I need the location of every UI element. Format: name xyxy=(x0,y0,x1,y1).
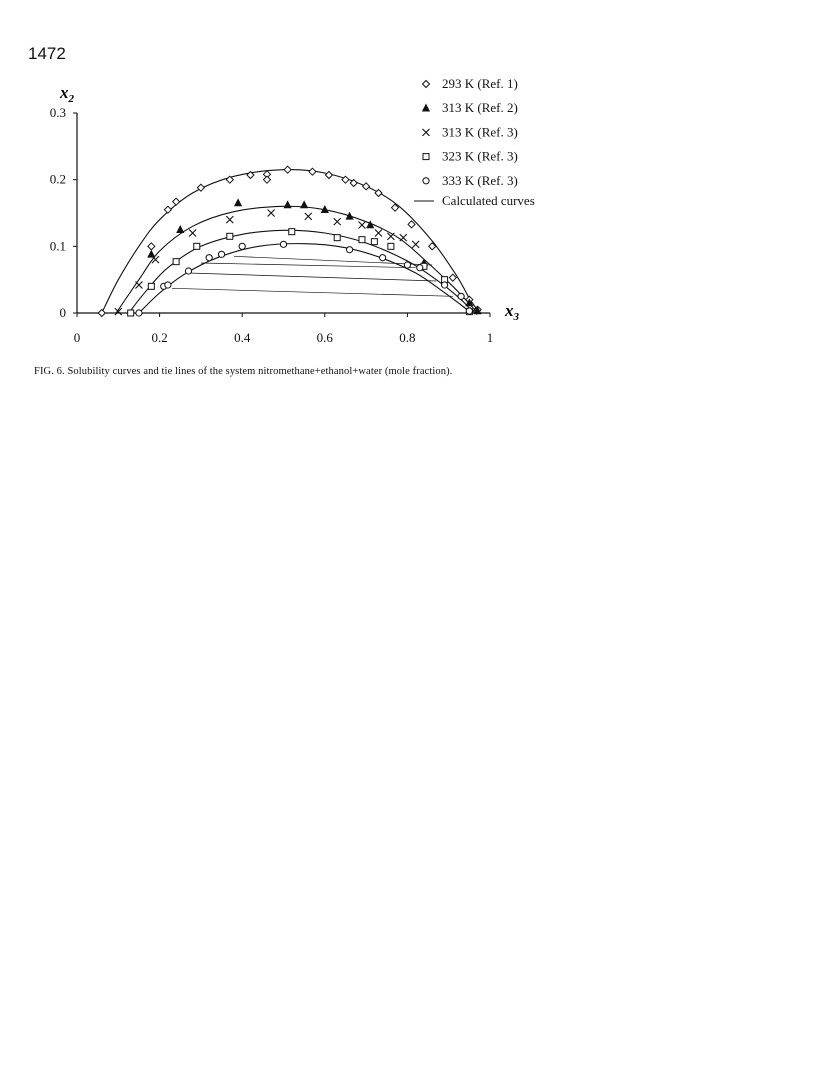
y-tick-label: 0 xyxy=(59,305,66,320)
data-point-x xyxy=(358,222,365,229)
legend-marker-circle xyxy=(423,178,429,184)
y-tick-label: 0.2 xyxy=(49,171,66,187)
data-point-diamond xyxy=(164,206,171,213)
data-point-triangle xyxy=(346,212,353,219)
data-point-x xyxy=(189,230,196,237)
legend-label: Calculated curves xyxy=(442,193,535,208)
x-tick-label: 0.8 xyxy=(399,330,416,345)
data-point-diamond xyxy=(284,166,291,173)
data-point-circle xyxy=(441,282,447,288)
data-point-diamond xyxy=(173,198,180,205)
data-point-x xyxy=(305,213,312,220)
data-point-square xyxy=(289,229,295,235)
tie-line xyxy=(172,288,453,296)
legend-marker-x xyxy=(423,129,430,136)
x-tick-label: 0.4 xyxy=(234,330,251,345)
data-point-circle xyxy=(239,243,245,249)
legend-marker-triangle xyxy=(422,104,429,111)
data-point-square xyxy=(371,239,377,245)
x-tick-label: 0 xyxy=(73,330,81,345)
data-point-square xyxy=(173,259,179,265)
data-point-x xyxy=(334,218,341,225)
data-point-diamond xyxy=(98,310,105,317)
tie-line xyxy=(201,263,416,268)
x-axis-label-sub: 3 xyxy=(513,311,519,323)
data-point-diamond xyxy=(325,172,332,179)
data-point-x xyxy=(135,282,142,289)
data-point-circle xyxy=(417,265,423,271)
x-axis-label-base: x xyxy=(505,301,514,320)
data-point-square xyxy=(334,235,340,241)
y-axis-label-base: x xyxy=(60,83,69,102)
legend-label: 313 K (Ref. 2) xyxy=(442,100,518,116)
data-point-x xyxy=(268,210,275,217)
calculated-curve xyxy=(129,230,474,313)
data-point-x xyxy=(226,216,233,223)
data-point-diamond xyxy=(263,176,270,183)
legend xyxy=(414,76,535,208)
data-point-circle xyxy=(185,268,191,274)
data-point-x xyxy=(412,241,419,248)
axes xyxy=(77,113,490,313)
legend-label: 333 K (Ref. 3) xyxy=(442,172,518,188)
data-point-diamond xyxy=(449,274,456,281)
data-point-circle xyxy=(404,262,410,268)
data-point-square xyxy=(128,310,134,316)
legend-marker-diamond xyxy=(423,81,430,88)
figure-caption: FIG. 6. Solubility curves and tie lines of the system nitromethane+ethanol+water (mole fraction). xyxy=(34,366,453,377)
calculated-curve xyxy=(139,244,472,313)
legend-marker-square xyxy=(423,154,429,160)
data-point-circle xyxy=(458,293,464,299)
data-point-triangle xyxy=(284,201,291,208)
y-axis-label xyxy=(59,83,75,105)
data-point-circle xyxy=(280,241,286,247)
data-point-square xyxy=(388,243,394,249)
data-point-circle xyxy=(346,247,352,253)
data-point-circle xyxy=(380,255,386,261)
page-number: 1472 xyxy=(28,44,66,63)
legend-label: 313 K (Ref. 3) xyxy=(442,124,518,140)
data-point-triangle xyxy=(148,250,155,257)
tie-line xyxy=(189,273,437,281)
data-point-circle xyxy=(165,282,171,288)
data-point-diamond xyxy=(363,183,370,190)
data-point-diamond xyxy=(148,243,155,250)
y-tick-label: 0.1 xyxy=(49,238,66,254)
y-tick-label: 0.3 xyxy=(49,105,66,120)
data-point-circle xyxy=(218,251,224,257)
legend-label: 293 K (Ref. 1) xyxy=(442,76,518,91)
data-point-square xyxy=(194,243,200,249)
data-point-x xyxy=(375,230,382,237)
legend-label: 323 K (Ref. 3) xyxy=(442,148,518,164)
y-axis-label-sub: 2 xyxy=(68,93,74,105)
x-tick-label: 0.6 xyxy=(316,330,333,345)
data-point-circle xyxy=(136,310,142,316)
data-point-x xyxy=(400,234,407,241)
data-point-diamond xyxy=(408,221,415,228)
solubility-chart xyxy=(0,0,831,360)
data-point-x xyxy=(152,256,159,263)
x-axis-label xyxy=(504,301,520,323)
data-point-circle xyxy=(466,308,472,314)
data-point-circle xyxy=(206,255,212,261)
data-point-square xyxy=(148,283,154,289)
data-point-triangle xyxy=(301,201,308,208)
data-point-triangle xyxy=(177,226,184,233)
x-tick-label: 0.2 xyxy=(151,330,168,345)
tie-line xyxy=(234,256,432,265)
data-point-triangle xyxy=(234,199,241,206)
data-point-square xyxy=(359,237,365,243)
data-point-x xyxy=(387,233,394,240)
data-point-square xyxy=(227,233,233,239)
data-point-diamond xyxy=(309,168,316,175)
x-tick-label: 1 xyxy=(486,330,494,345)
data-markers xyxy=(98,166,481,316)
